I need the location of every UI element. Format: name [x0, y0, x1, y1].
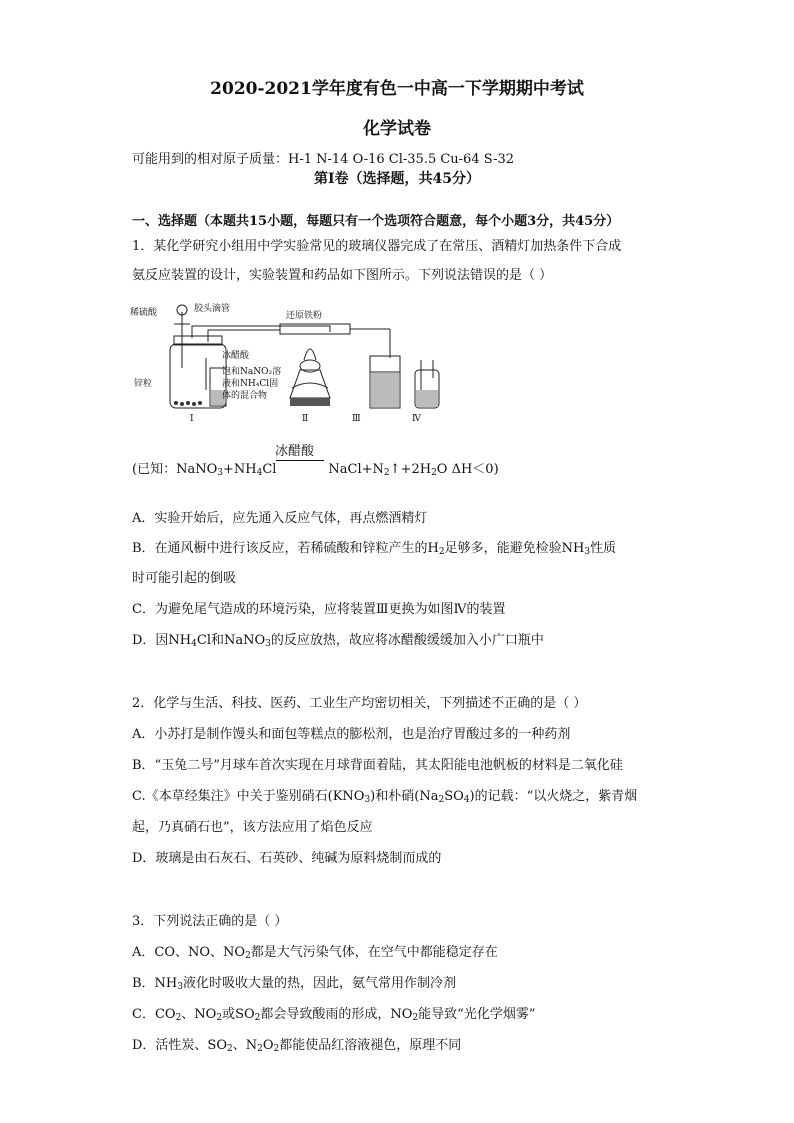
q1-option-d: D．因$NH_4Cl$和NaNO$_3$的反应放热，故应将冰醋酸缓缓加入小广口瓶中 [132, 633, 544, 649]
q3-option-d: D．活性炭、$SO_2$、$N_2O_2$都能使品红溶液褪色，原理不同 [132, 1038, 462, 1054]
known-reaction: (已知：$NaNO_3+NH_4Cl$ $NaCl+N_2↑+2H_2O$ ΔH＜0) [132, 462, 499, 478]
label-roman-3: Ⅲ [352, 414, 361, 424]
q3-option-a: A．CO、NO、$NO_2$都是大气污染气体，在空气中都能稳定存在 [132, 945, 498, 961]
q1-option-c: C．为避免尾气造成的环境污染，应将装置Ⅲ更换为如图Ⅳ的装置 [132, 602, 506, 617]
q2-option-c-line2: 起，乃真硝石也”，该方法应用了焰色反应 [132, 820, 373, 835]
q1-option-a: A．实验开始后，应先通入反应气体，再点燃酒精灯 [132, 511, 428, 526]
q2-option-b: B．“玉兔二号”月球车首次实现在月球背面着陆，其太阳能电池帆板的材料是二氧化硅 [132, 758, 623, 773]
label-dilute-acid: 稀硫酸 [130, 308, 158, 318]
q3-option-c: C．$CO_2$、$NO_2$或$SO_2$都会导致酸雨的形成，$NO_2$能导致“光化学烟雾” [132, 1007, 536, 1023]
q2-option-c-line1: C.《本草经集注》中关于鉴别硝石$(KNO_3)$和朴硝$(Na_2SO_4)$的记载：“以火烧之，紫青烟 [132, 789, 638, 805]
q3-stem: 3．下列说法正确的是（ ） [132, 914, 288, 929]
q2-option-d: D．玻璃是由石灰石、石英砂、纯碱为原料烧制而成的 [132, 851, 442, 866]
q1-option-b-line1: B．在通风橱中进行该反应，若稀硫酸和锌粒产生的$H_2$足够多，能避免检验$NH_3$性质 [132, 541, 617, 557]
label-mixture-2: 液和NH₄Cl固 [222, 379, 279, 389]
label-reduced-iron: 还原铁粉 [286, 311, 323, 321]
q2-stem: 2．化学与生活、科技、医药、工业生产均密切相关，下列描述不正确的是（ ） [132, 696, 587, 711]
q3-option-b: B．$NH_3$液化时吸收大量的热，因此，氨气常用作制冷剂 [132, 976, 457, 992]
label-roman-2: Ⅱ [302, 414, 309, 424]
volume-heading: 第Ⅰ卷（选择题，共45分） [313, 171, 481, 187]
q1-stem-line2: 氨反应装置的设计，实验装置和药品如下图所示。下列说法错误的是（ ） [132, 268, 553, 283]
section-heading: 一、选择题（本题共15小题，每题只有一个选项符合题意，每个小题3分，共45分） [132, 214, 620, 229]
apparatus-figure [130, 298, 450, 428]
q1-stem-line1: 1．某化学研究小组用中学实验常见的玻璃仪器完成了在常压、酒精灯加热条件下合成 [132, 239, 622, 254]
q2-option-a: A．小苏打是制作馒头和面包等糕点的膨松剂，也是治疗胃酸过多的一种药剂 [132, 727, 571, 742]
reaction-condition: 冰醋酸 [275, 444, 315, 459]
label-zinc: 锌粒 [134, 379, 153, 389]
q1-option-b-line2: 时可能引起的倒吸 [132, 571, 237, 586]
label-roman-1: Ⅰ [190, 414, 194, 424]
atomic-masses: 可能用到的相对原子质量：H-1 N-14 O-16 Cl-35.5 Cu-64 S-32 [132, 152, 515, 167]
label-mixture-3: 体的混合物 [222, 391, 268, 401]
label-glacial-acetic: 冰醋酸 [222, 351, 250, 361]
label-dropper: 胶头滴管 [194, 304, 231, 314]
exam-title: 2020-2021学年度有色一中高一下学期期中考试 [210, 79, 584, 99]
label-mixture-1: 饱和NaNO₂溶 [222, 367, 282, 377]
label-roman-4: Ⅳ [412, 414, 421, 424]
exam-subtitle: 化学试卷 [363, 119, 431, 139]
